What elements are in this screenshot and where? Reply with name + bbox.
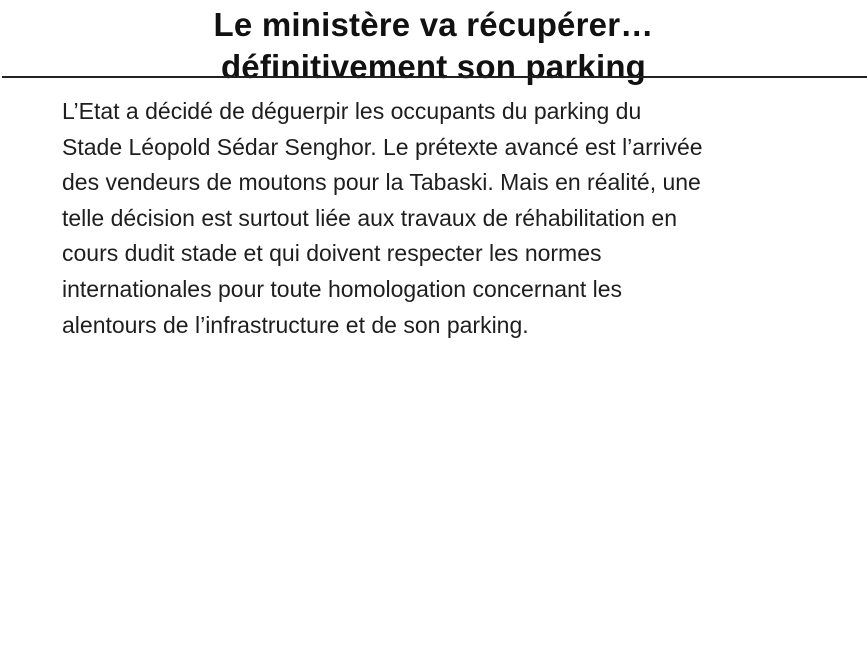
headline-divider (2, 76, 867, 78)
article-body (62, 94, 822, 343)
body-line-1: L’Etat a décidé de déguerpir les occupants du parking du (62, 98, 642, 124)
body-line-2: Stade Léopold Sédar Senghor. Le prétexte avancé est l’arrivée (62, 133, 703, 160)
body-line-4: telle décision est surtout liée aux travaux de réhabilitation en (62, 204, 677, 231)
body-line-3: des vendeurs de moutons pour la Tabaski. Mais en réalité, une (62, 169, 701, 196)
body-line-5: cours dudit stade et qui doivent respecter les normes (62, 240, 602, 267)
body-line-6: internationales pour toute homologation concernant les (62, 275, 623, 302)
headline-line-1: Le ministère va récupérer… (213, 6, 654, 44)
headline-line-2: définitivement son parking (220, 48, 647, 86)
body-line-7: alentours de l’infrastructure et de son parking. (62, 311, 529, 338)
